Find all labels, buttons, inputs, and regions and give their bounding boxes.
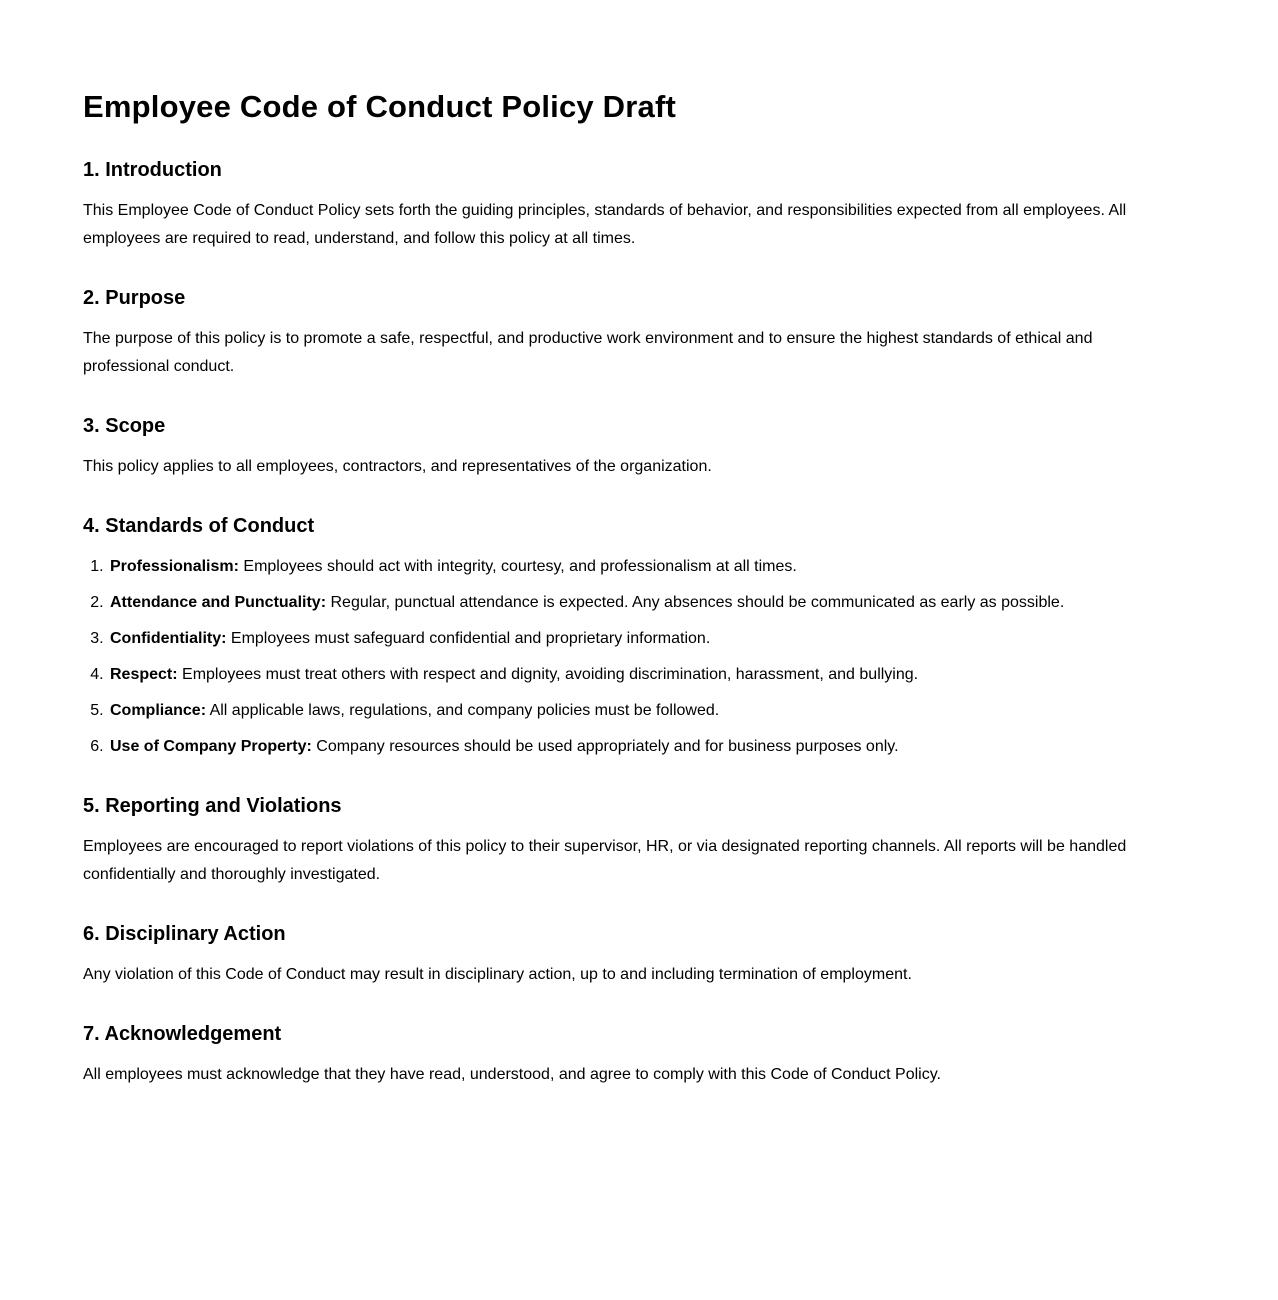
standards-list-item xyxy=(108,661,1183,689)
section-heading: 3. Scope xyxy=(83,415,166,438)
section-paragraph: All employees must acknowledge that they have read, understood, and agree to comply with this Code of Conduct Policy. xyxy=(83,1066,941,1084)
section-heading: 6. Disciplinary Action xyxy=(83,923,286,946)
document-section xyxy=(83,159,1183,253)
standard-description: Employees should act with integrity, courtesy, and professionalism at all times. xyxy=(243,558,797,576)
section-heading: 4. Standards of Conduct xyxy=(83,515,315,538)
document-section xyxy=(83,923,1183,989)
section-heading: 5. Reporting and Violations xyxy=(83,795,342,818)
standard-term: Respect: xyxy=(110,666,178,684)
document-section xyxy=(83,795,1183,889)
section-paragraph: The purpose of this policy is to promote a safe, respectful, and productive work environment and to ensure the highest standards of ethical and professional conduct. xyxy=(83,330,1093,376)
page-title: Employee Code of Conduct Policy Draft xyxy=(83,89,677,124)
document-section xyxy=(83,287,1183,381)
standards-list-item xyxy=(108,625,1183,653)
section-heading: 7. Acknowledgement xyxy=(83,1023,282,1046)
standard-term: Attendance and Punctuality: xyxy=(110,594,327,612)
standards-list-item xyxy=(108,553,1183,581)
standards-list-item xyxy=(108,733,1183,761)
section-paragraph: Any violation of this Code of Conduct may result in disciplinary action, up to and including termination of employment. xyxy=(83,966,912,984)
section-paragraph: This policy applies to all employees, contractors, and representatives of the organization. xyxy=(83,458,712,476)
section-paragraph: Employees are encouraged to report violations of this policy to their supervisor, HR, or via designated reporting channels. All reports will be handled confidentially and thoroughly investigated. xyxy=(83,838,1127,884)
section-heading: 1. Introduction xyxy=(83,159,222,182)
document-section xyxy=(83,515,1183,761)
document-section xyxy=(83,415,1183,481)
standards-list xyxy=(83,553,1183,761)
standard-description: Regular, punctual attendance is expected. Any absences should be communicated as early as possible. xyxy=(330,594,1065,612)
standard-term: Use of Company Property: xyxy=(110,738,312,756)
section-heading: 2. Purpose xyxy=(83,287,186,310)
standard-term: Confidentiality: xyxy=(110,630,227,648)
standard-term: Compliance: xyxy=(110,702,207,720)
section-paragraph: This Employee Code of Conduct Policy sets forth the guiding principles, standards of behavior, and responsibilities expected from all employees. All employees are required to read, understand, and follow this policy at all times. xyxy=(83,202,1127,248)
standard-description: Company resources should be used appropriately and for business purposes only. xyxy=(316,738,899,756)
standard-description: All applicable laws, regulations, and company policies must be followed. xyxy=(209,702,720,720)
standards-list-item xyxy=(108,697,1183,725)
standard-description: Employees must treat others with respect and dignity, avoiding discrimination, harassment, and bullying. xyxy=(182,666,919,684)
standard-description: Employees must safeguard confidential and proprietary information. xyxy=(230,630,711,648)
document-sections xyxy=(83,159,1183,1089)
standards-list-item xyxy=(108,589,1183,617)
standard-term: Professionalism: xyxy=(110,558,239,576)
document-section xyxy=(83,1023,1183,1089)
